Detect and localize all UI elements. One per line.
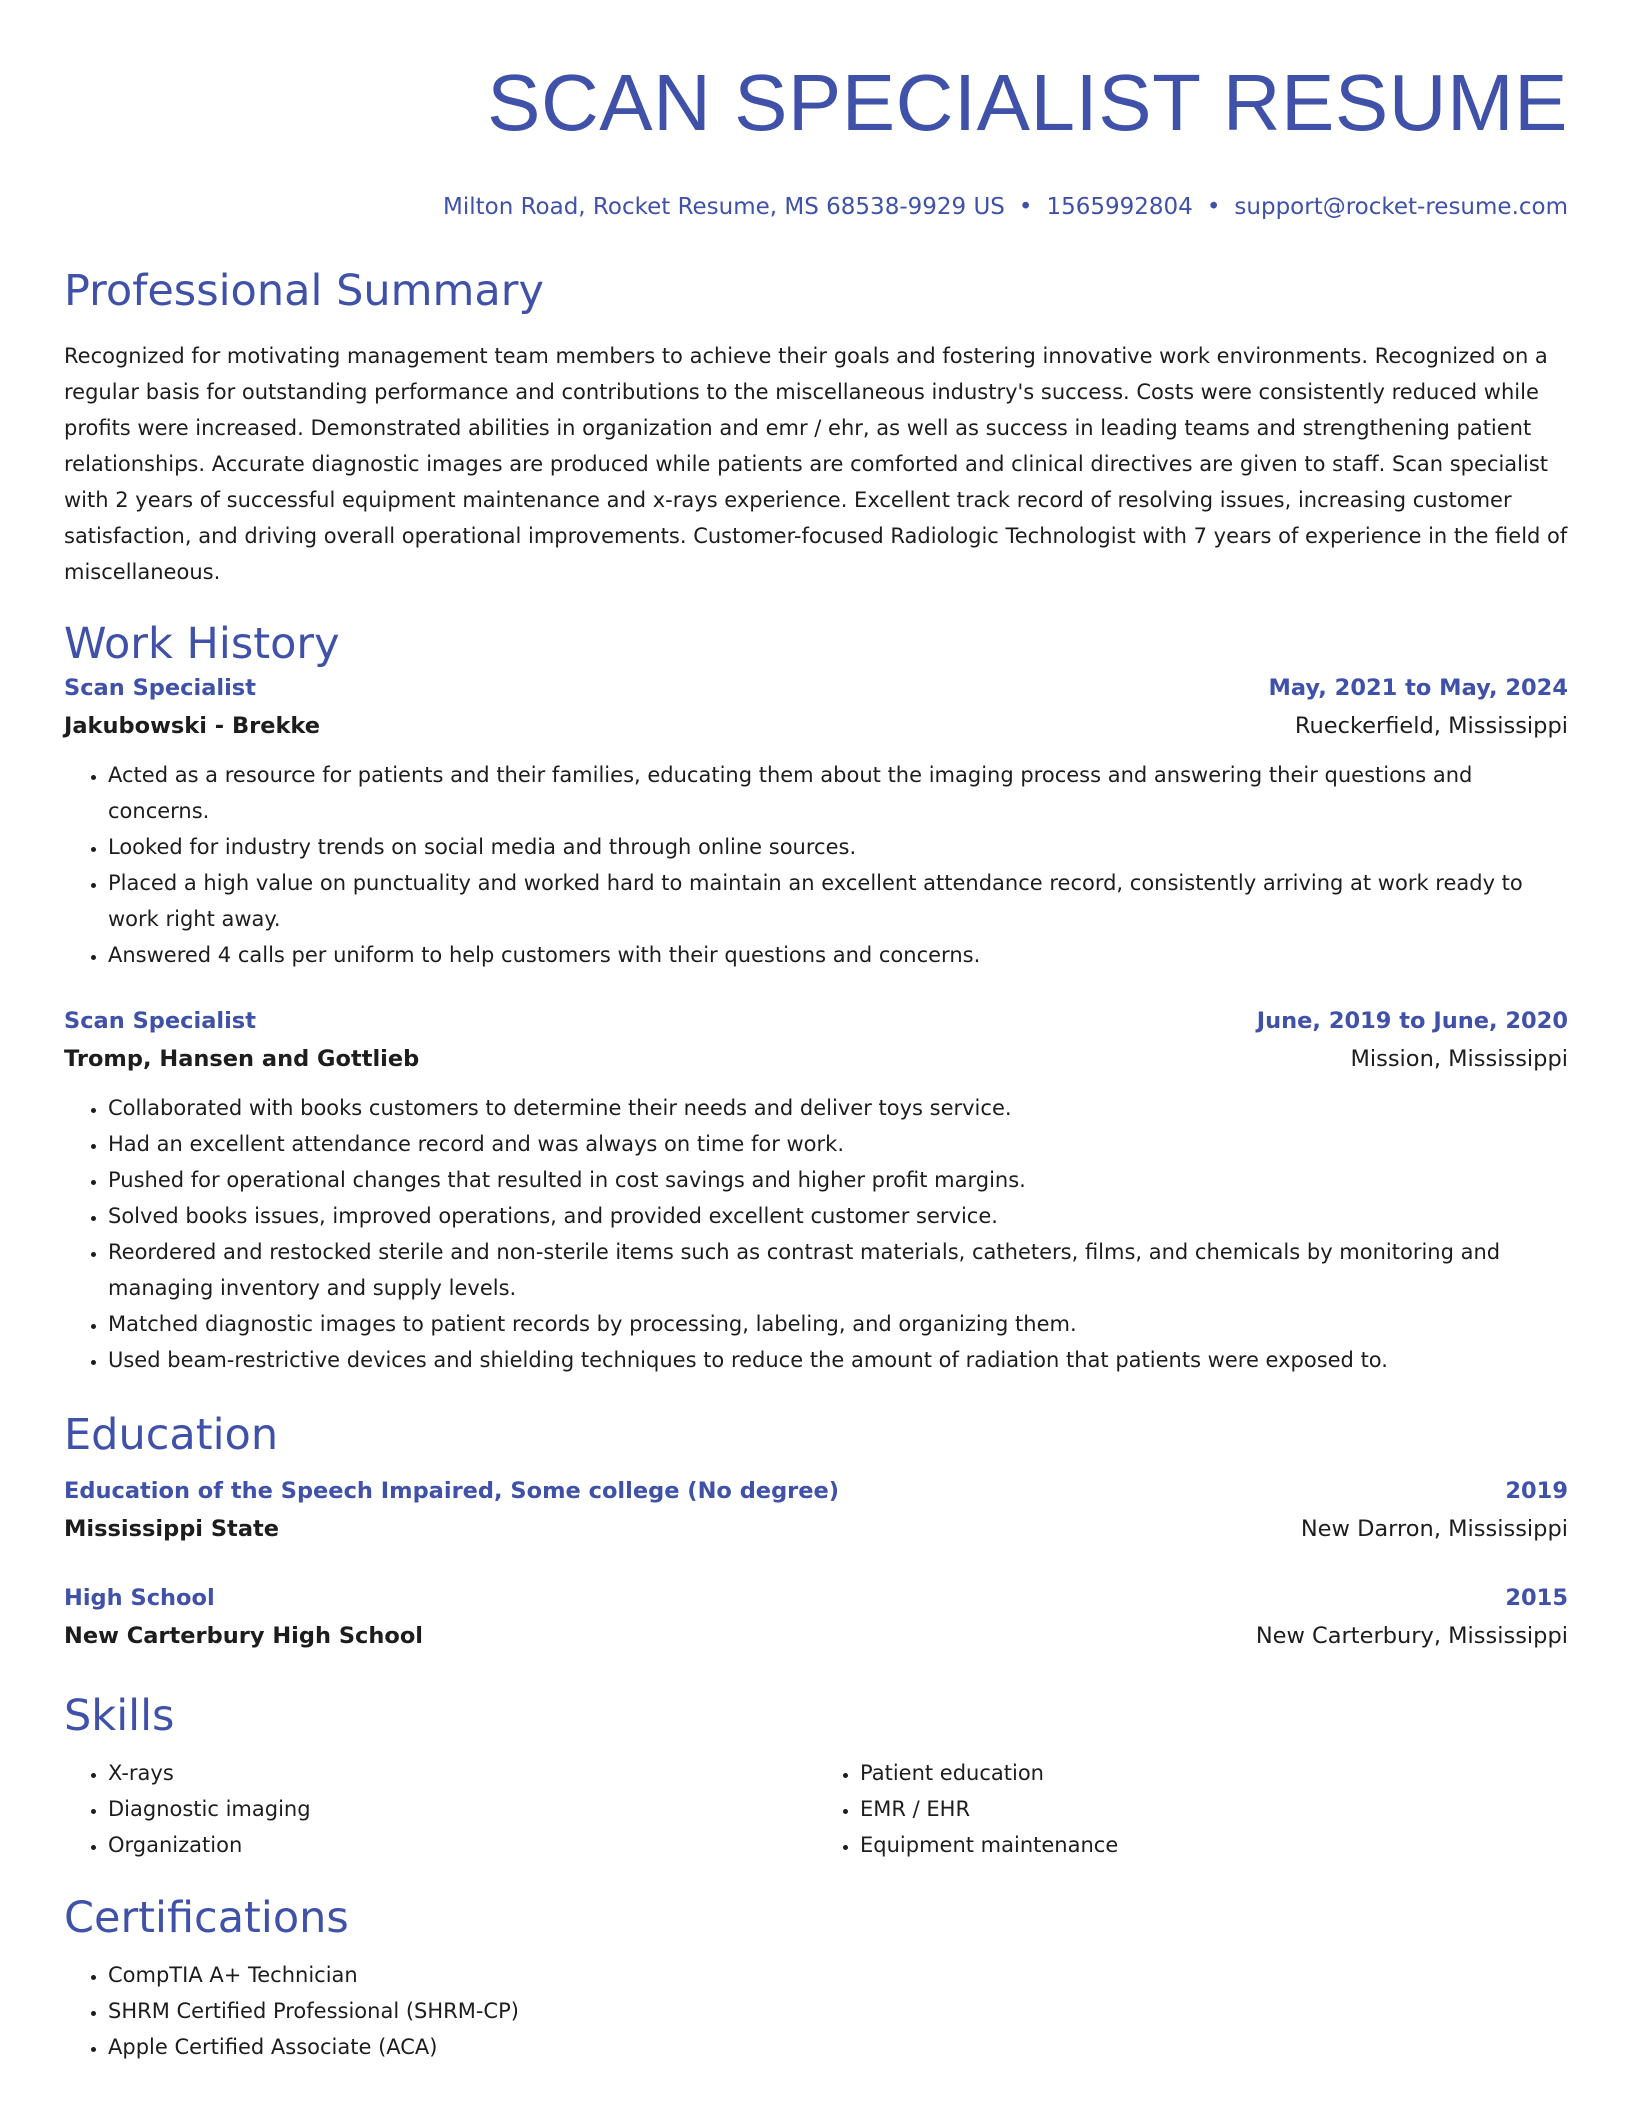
skills-column-right: [816, 1755, 1568, 1863]
contact-separator: •: [1018, 194, 1033, 220]
certifications-list: [64, 1957, 1568, 2065]
summary-text: Recognized for motivating management team members to achieve their goals and fostering innovative work environments. Recognized on a regular basis for outstanding performance and contributions to the miscellaneous industry's success. Costs were consistently reduced while profits were increased. Demonstrated abilities in organization and emr / ehr, as well as success in leading teams and strengthening patient relationships. Accurate diagnostic images are produced while patients are comforted and clinical directives are given to staff. Scan specialist with 2 years of successful equipment maintenance and x-rays experience. Excellent track record of resolving issues, increasing customer satisfaction, and driving overall operational improvements. Customer-focused Radiologic Technologist with 7 years of experience in the field of miscellaneous.: [64, 344, 1568, 584]
job-company: Jakubowski - Brekke: [64, 713, 321, 739]
job-title-row: [64, 669, 1568, 707]
education-entry: [64, 1579, 1568, 1655]
skills-column-left: [64, 1755, 816, 1863]
skill-item: • Equipment maintenance: [860, 1827, 1568, 1863]
job-bullet: • Pushed for operational changes that resulted in cost savings and higher profit margins.: [108, 1162, 1568, 1198]
education-degree: High School: [64, 1585, 215, 1611]
job-bullet: • Reordered and restocked sterile and non-sterile items such as contrast materials, catheters, films, and chemicals by monitoring and managing inventory and supply levels.: [108, 1234, 1568, 1306]
education-school-row: [64, 1617, 1568, 1655]
certification-item: • Apple Certified Associate (ACA): [108, 2029, 1568, 2065]
job-entry: [64, 1002, 1568, 1378]
job-bullet: • Matched diagnostic images to patient records by processing, labeling, and organizing them.: [108, 1306, 1568, 1342]
job-bullet: • Acted as a resource for patients and their families, educating them about the imaging process and answering their questions and concerns.: [108, 757, 1568, 829]
contact-phone[interactable]: 1565992804: [1046, 194, 1193, 220]
education-entry: [64, 1472, 1568, 1548]
job-location: Mission, Mississippi: [1350, 1046, 1568, 1072]
education-school: Mississippi State: [64, 1516, 280, 1542]
resume-title: SCAN SPECIALIST RESUME: [487, 58, 1568, 147]
job-bullet: • Collaborated with books customers to determine their needs and deliver toys service.: [108, 1090, 1568, 1126]
education-heading: Education: [64, 1410, 279, 1460]
skill-item: • Diagnostic imaging: [108, 1791, 816, 1827]
job-entry: [64, 669, 1568, 973]
job-company-row: [64, 707, 1568, 745]
skills-list: [64, 1755, 1568, 1863]
summary-heading: Professional Summary: [64, 266, 544, 316]
job-bullet: • Solved books issues, improved operations, and provided excellent customer service.: [108, 1198, 1568, 1234]
contact-email[interactable]: support@rocket-resume.com: [1234, 194, 1568, 220]
job-bullets: [64, 1090, 1568, 1378]
job-bullet: • Had an excellent attendance record and was always on time for work.: [108, 1126, 1568, 1162]
job-title: Scan Specialist: [64, 675, 256, 701]
job-company: Tromp, Hansen and Gottlieb: [64, 1046, 420, 1072]
job-bullet: • Answered 4 calls per uniform to help customers with their questions and concerns.: [108, 937, 1568, 973]
certification-item: • SHRM Certified Professional (SHRM-CP): [108, 1993, 1568, 2029]
contact-line: [64, 192, 1568, 222]
job-bullets: [64, 757, 1568, 973]
education-year: 2015: [1505, 1585, 1568, 1611]
certifications-heading: Certifications: [64, 1893, 349, 1943]
skill-item: • Patient education: [860, 1755, 1568, 1791]
job-company-row: [64, 1040, 1568, 1078]
skill-item: • Organization: [108, 1827, 816, 1863]
work-history-heading: Work History: [64, 619, 340, 669]
job-bullet: • Placed a high value on punctuality and worked hard to maintain an excellent attendance record, consistently arriving at work ready to work right away.: [108, 865, 1568, 937]
job-dates: June, 2019 to June, 2020: [1256, 1008, 1568, 1034]
education-year: 2019: [1505, 1478, 1568, 1504]
job-bullet: • Used beam-restrictive devices and shielding techniques to reduce the amount of radiation that patients were exposed to.: [108, 1342, 1568, 1378]
certification-item: • CompTIA A+ Technician: [108, 1957, 1568, 1993]
skill-item: • EMR / EHR: [860, 1791, 1568, 1827]
education-location: New Darron, Mississippi: [1300, 1516, 1568, 1542]
job-bullet: • Looked for industry trends on social media and through online sources.: [108, 829, 1568, 865]
education-location: New Carterbury, Mississippi: [1255, 1623, 1568, 1649]
job-title: Scan Specialist: [64, 1008, 256, 1034]
education-school: New Carterbury High School: [64, 1623, 424, 1649]
job-location: Rueckerfield, Mississippi: [1294, 713, 1568, 739]
education-degree-row: [64, 1579, 1568, 1617]
skills-heading: Skills: [64, 1691, 175, 1741]
skill-item: • X-rays: [108, 1755, 816, 1791]
contact-separator: •: [1206, 194, 1221, 220]
education-degree: Education of the Speech Impaired, Some college (No degree): [64, 1478, 840, 1504]
job-title-row: [64, 1002, 1568, 1040]
contact-address: Milton Road, Rocket Resume, MS 68538-9929 US: [442, 194, 1005, 220]
education-school-row: [64, 1510, 1568, 1548]
job-dates: May, 2021 to May, 2024: [1268, 675, 1568, 701]
education-degree-row: [64, 1472, 1568, 1510]
